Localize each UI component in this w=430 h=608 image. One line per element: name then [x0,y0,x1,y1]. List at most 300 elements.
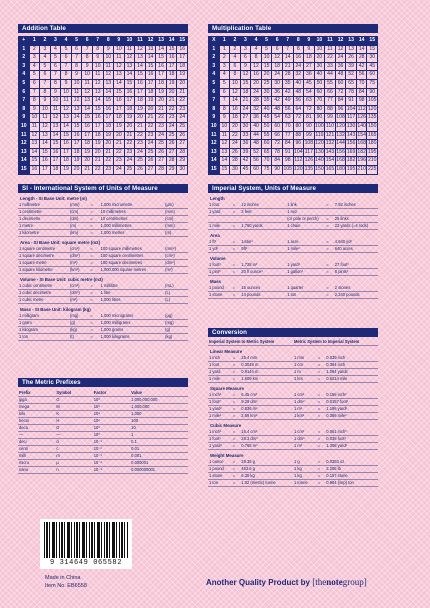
grid-cell: 15 [114,88,125,97]
grid-cell: 75 [261,165,272,174]
grid-cell: 12 [272,54,283,63]
grid-row [209,97,378,106]
metric-cell: 10⁻³ [93,453,130,460]
conversion-cell: 0.0353 oz [325,459,378,466]
grid-cell: 110 [314,131,325,140]
grid-cell: 81 [304,114,315,123]
grid-header-row [19,37,188,46]
imperial-row [208,209,378,216]
grid-cell: 22 [92,165,103,174]
grid-cell: 7 [71,54,82,63]
metric-cell: 10⁻² [93,446,130,453]
grid-cell: 42 [356,62,367,71]
imperial-cell: 1 pint³ [208,269,232,276]
grid-cell: 1 [219,45,230,54]
conversion-cell: 2.205 lb [325,466,378,473]
grid-cell: 18 [114,114,125,123]
imperial-section-table [208,285,378,299]
grid-cell: 17 [166,62,177,71]
grid-cell: 105 [282,165,293,174]
grid-cell: 13 [145,45,156,54]
grid-cell: 121 [325,131,336,140]
imperial-cell: 1,760 yards [240,223,286,230]
grid-cell: 7 [219,97,230,106]
grid-cell: 10 [61,88,72,97]
metric-cell: D [55,425,92,432]
grid-cell: 130 [314,148,325,157]
grid-cell: 3 [219,62,230,71]
grid-cell: 4 [40,54,51,63]
conversion-cell: 1 inch [208,355,232,362]
imperial-units-title: Imperial System, Units of Measure [208,184,378,193]
conversion-cell: 1 mm [293,355,317,362]
imperial-cell: 1 link [286,202,325,209]
conversion-cell: = [232,429,241,436]
imperial-cell: = [232,223,241,230]
si-cell: (mm) [164,223,188,230]
imperial-cell [232,216,241,223]
grid-cell: 78 [272,148,283,157]
grid-cell: 13 [40,131,51,140]
grid-column-header: 9 [304,37,315,46]
grid-row-header: 9 [19,114,30,123]
grid-cell: 11 [29,122,40,131]
grid-cell: 21 [145,114,156,123]
conversion-cell: = [232,459,241,466]
grid-cell: 135 [304,165,315,174]
si-cell: (dm²) [69,253,89,260]
grid-cell: 19 [135,105,146,114]
conversion-left-heading: Imperial System to Metric System [208,339,293,346]
grid-cell: 27 [240,114,251,123]
grid-cell: 15 [261,62,272,71]
grid-cell: 17 [92,122,103,131]
grid-row-header: 14 [209,157,220,166]
grid-column-header: 10 [124,37,135,46]
conversion-cell: 1 tonne [293,480,317,487]
grid-cell: 24 [240,105,251,114]
imperial-cell: 1 acre [286,239,325,246]
metric-cell: M [55,404,92,411]
grid-cell: 40 [314,71,325,80]
metric-prefixes-title: The Metric Prefixes [18,378,188,387]
conversion-section-heading: Linear Measure [210,349,243,354]
grid-cell: 8 [71,62,82,71]
si-cell: (mg) [164,320,188,327]
si-cell: 10 millimetres [100,209,165,216]
grid-cell: 14 [40,140,51,149]
grid-cell: 96 [335,105,346,114]
conversion-cell: = [317,392,326,399]
grid-row-header: 6 [209,88,220,97]
si-cell: 1 cubic centimetre [18,283,69,290]
conversion-cell: 9.29 dm² [240,399,293,406]
grid-cell: 19 [71,157,82,166]
conversion-panel [208,328,378,487]
grid-row-header: 11 [209,131,220,140]
conversion-cell: 1 inch³ [208,429,232,436]
grid-cell: 26 [230,148,241,157]
grid-row-header: 3 [209,62,220,71]
grid-row-header: 12 [209,140,220,149]
item-number: Item No. EB6558 [45,583,87,589]
grid-cell: 14 [145,54,156,63]
si-cell: (mm²) [164,246,188,253]
grid-cell: 5 [219,79,230,88]
metric-cell: — [18,432,55,439]
conversion-cell: 1 foot² [208,399,232,406]
grid-cell: 72 [304,105,315,114]
grid-cell: 4 [50,45,61,54]
grid-cell: 117 [346,114,357,123]
grid-cell: 24 [156,131,167,140]
si-cell: (mg) [69,313,89,320]
metric-cell: n [55,467,92,474]
conversion-cell: 1.094 yards [325,369,378,376]
grid-row-header: 2 [19,54,30,63]
si-cell: 1 centimetre [18,209,69,216]
grid-column-header: 9 [114,37,125,46]
si-row [18,223,188,230]
imperial-cell: 1 mile [208,223,232,230]
grid-cell: 180 [335,165,346,174]
grid-cell: 39 [346,62,357,71]
grid-cell: 25 [177,122,188,131]
conversion-row [208,436,378,443]
conversion-cell: = [232,392,241,399]
grid-cell: 16 [293,54,304,63]
grid-cell: 20 [314,54,325,63]
grid-cell: 22 [230,131,241,140]
imperial-cell: = [325,292,334,299]
grid-row-header: 15 [209,165,220,174]
grid-cell: 210 [356,165,367,174]
grid-row [19,157,188,166]
grid-cell: 11 [71,88,82,97]
grid-cell: 15 [40,148,51,157]
grid-cell: 24 [135,148,146,157]
grid-cell: 28 [156,165,167,174]
metric-cell: m [55,453,92,460]
conversion-cell: 1 foot [208,362,232,369]
grid-cell: 21 [124,131,135,140]
grid-cell: 88 [325,105,336,114]
grid-cell: 29 [166,165,177,174]
conversion-cell: 1 km² [293,413,317,420]
metric-cell: kilo [18,411,55,418]
barcode-number: 9 314649 065582 [49,559,122,567]
si-cell: 1,000 grams [100,327,165,334]
conversion-cell: 1 m [293,369,317,376]
grid-cell: 117 [304,148,315,157]
conversion-body [208,349,378,487]
grid-cell: 18 [230,114,241,123]
grid-cell: 13 [29,140,40,149]
grid-cell: 9 [219,114,230,123]
grid-cell: 21 [135,122,146,131]
grid-row [19,62,188,71]
conversion-cell: 2.59 km² [240,413,293,420]
grid-cell: 30 [177,165,188,174]
conversion-cell: = [232,466,241,473]
grid-cell: 19 [177,71,188,80]
metric-row [18,425,188,432]
si-cell: 1 square metre [18,260,69,267]
si-cell: = [89,216,99,223]
grid-cell: 72 [335,88,346,97]
grid-cell: 24 [124,157,135,166]
grid-cell: 11 [40,114,51,123]
grid-cell: 39 [240,148,251,157]
grid-cell: 23 [135,140,146,149]
grid-cell: 65 [346,79,357,88]
si-cell: 1,000 metres [100,230,165,237]
conversion-cell: = [317,443,326,450]
grid-cell: 9 [50,88,61,97]
conversion-cell: = [317,466,326,473]
grid-cell: 12 [335,45,346,54]
conversion-cell: = [232,443,241,450]
grid-cell: 104 [346,105,357,114]
si-row [18,320,188,327]
grid-cell: 77 [282,131,293,140]
conversion-cell: 1 cm [293,362,317,369]
grid-cell: 126 [356,114,367,123]
conversion-cell: = [317,459,326,466]
grid-cell: 90 [367,88,378,97]
grid-row [19,54,188,63]
grid-cell: 99 [325,114,336,123]
si-cell: (cm) [69,209,89,216]
si-cell: (g) [69,320,89,327]
grid-cell: 16 [50,148,61,157]
imperial-cell: 1 mile² [286,246,325,253]
conversion-cell: 1 stone [208,473,232,480]
conversion-cell: = [232,480,241,487]
metric-cell: mega [18,404,55,411]
grid-cell: 7 [29,88,40,97]
metric-row [18,432,188,439]
grid-cell: 6 [71,45,82,54]
grid-row [19,71,188,80]
grid-column-header: 5 [261,37,272,46]
si-cell: (kg) [69,327,89,334]
grid-cell: 14 [82,105,93,114]
grid-cell: 17 [71,140,82,149]
imperial-cell: 1 gallon³ [286,269,325,276]
grid-cell: 16 [251,71,262,80]
imperial-cell: 27 foot³ [334,262,378,269]
grid-cell: 36 [272,88,283,97]
conversion-cell: 1 dm³ [293,436,317,443]
grid-column-header: 12 [335,37,346,46]
grid-cell: 90 [314,114,325,123]
grid-cell: 18 [124,105,135,114]
si-cell: = [89,313,99,320]
grid-cell: 18 [61,157,72,166]
grid-cell: 5 [40,62,51,71]
grid-cell: 91 [346,97,357,106]
grid-column-header: 15 [367,37,378,46]
grid-cell: 14 [135,62,146,71]
grid-cell: 48 [335,71,346,80]
grid-cell: 17 [156,71,167,80]
grid-cell: 15 [71,122,82,131]
imperial-cell: = [325,202,334,209]
conversion-cell: 1.196 yard² [325,406,378,413]
grid-cell: 52 [346,71,357,80]
grid-cell: 15 [50,140,61,149]
si-cell: 1 gram [18,320,69,327]
conversion-cell: = [232,413,241,420]
grid-cell: 8 [61,71,72,80]
grid-cell: 84 [356,88,367,97]
grid-cell: 14 [71,114,82,123]
si-cell: 1 kilogram [18,327,69,334]
imperial-section-table [208,262,378,276]
si-cell: = [89,283,99,290]
grid-cell: 13 [219,148,230,157]
conversion-cell: 0.386 mile² [325,413,378,420]
grid-cell: 20 [135,114,146,123]
grid-row [19,140,188,149]
imperial-cell: 8 pints³ [334,269,378,276]
grid-cell: 60 [251,165,262,174]
grid-cell: 182 [356,148,367,157]
imperial-cell: 1 yard [208,209,232,216]
grid-cell: 35 [261,97,272,106]
grid-cell: 49 [282,97,293,106]
made-in-info [45,574,87,590]
grid-cell: 70 [356,79,367,88]
grid-cell: 21 [92,157,103,166]
grid-cell: 182 [346,157,357,166]
conversion-cell: 1 yard [208,369,232,376]
imperial-cell: 1 pound [208,285,232,292]
grid-cell: 210 [367,157,378,166]
si-cell: (cm) [164,216,188,223]
imperial-cell: 1 quarter [286,285,325,292]
conversion-cell: 1 ton [208,480,232,487]
grid-cell: 24 [145,140,156,149]
grid-cell: 19 [114,122,125,131]
imperial-cell: = [325,285,334,292]
grid-cell: 21 [282,62,293,71]
grid-cell: 19 [156,88,167,97]
grid-cell: 10 [219,122,230,131]
si-row [18,230,188,237]
imperial-cell: = [232,209,241,216]
conversion-cell: = [232,473,241,480]
si-section-heading: Mass - SI Base Unit: kilogram (kg) [20,307,91,312]
si-cell: (L) [164,297,188,304]
grid-cell: 30 [367,54,378,63]
grid-cell: 16 [114,97,125,106]
conversion-cell: 1 m³ [293,443,317,450]
grid-column-header: 3 [240,37,251,46]
grid-row [209,71,378,80]
grid-cell: 20 [166,88,177,97]
grid-cell: 13 [92,88,103,97]
grid-row-header: 10 [209,122,220,131]
grid-cell: 66 [272,131,283,140]
grid-cell: 75 [367,79,378,88]
metric-cell: 0.000001 [130,460,188,467]
imperial-row [208,223,378,230]
grid-row-header: 1 [209,45,220,54]
grid-row [19,131,188,140]
grid-cell: 91 [282,148,293,157]
grid-cell: 8 [293,45,304,54]
conversion-row [208,473,378,480]
grid-cell: 132 [335,131,346,140]
grid-row [209,140,378,149]
imperial-cell: = [232,202,241,209]
grid-cell: 8 [251,54,262,63]
grid-cell: 22 [177,97,188,106]
conversion-cell: = [317,406,326,413]
grid-cell: 8 [92,45,103,54]
si-section-table [18,202,188,237]
si-cell: 1,000,000 square metres [100,267,165,274]
grid-cell: 56 [356,71,367,80]
grid-cell: 25 [156,140,167,149]
si-cell: = [89,260,99,267]
metric-cell: deci [18,439,55,446]
grid-cell: 22 [145,122,156,131]
imperial-cell [325,209,334,216]
grid-cell: 23 [114,157,125,166]
metric-row [18,453,188,460]
grid-cell: 25 [145,148,156,157]
grid-cell: 9 [29,105,40,114]
imperial-cell: 9ft² [240,246,286,253]
metric-row [18,460,188,467]
grid-cell: 10 [103,54,114,63]
si-section-table [18,246,188,274]
grid-cell: 24 [272,71,283,80]
conversion-cell: 0.6214 mile [325,376,378,383]
imperial-section-table [208,202,378,230]
grid-cell: 120 [335,122,346,131]
si-cell: 1 milligram [18,313,69,320]
grid-cell: 12 [230,88,241,97]
metric-row [18,446,188,453]
conversion-column-headings [208,339,378,346]
grid-cell: 15 [156,54,167,63]
imperial-cell: = [232,292,241,299]
grid-cell: 28 [166,157,177,166]
grid-row [19,88,188,97]
conversion-row [208,406,378,413]
grid-cell: 8 [219,105,230,114]
si-cell: (mm) [164,209,188,216]
imperial-row [208,292,378,299]
si-cell: = [89,209,99,216]
grid-cell: 24 [166,122,177,131]
grid-cell: 27 [166,148,177,157]
grid-cell: 112 [356,105,367,114]
grid-cell: 3 [40,45,51,54]
grid-cell: 25 [166,131,177,140]
grid-cell: 29 [177,157,188,166]
imperial-cell: 25 links [334,216,378,223]
multiplication-table-panel [208,24,378,175]
grid-cell: 26 [166,140,177,149]
grid-cell: 9 [61,79,72,88]
grid-cell: 42 [272,97,283,106]
grid-cell: 21 [166,97,177,106]
